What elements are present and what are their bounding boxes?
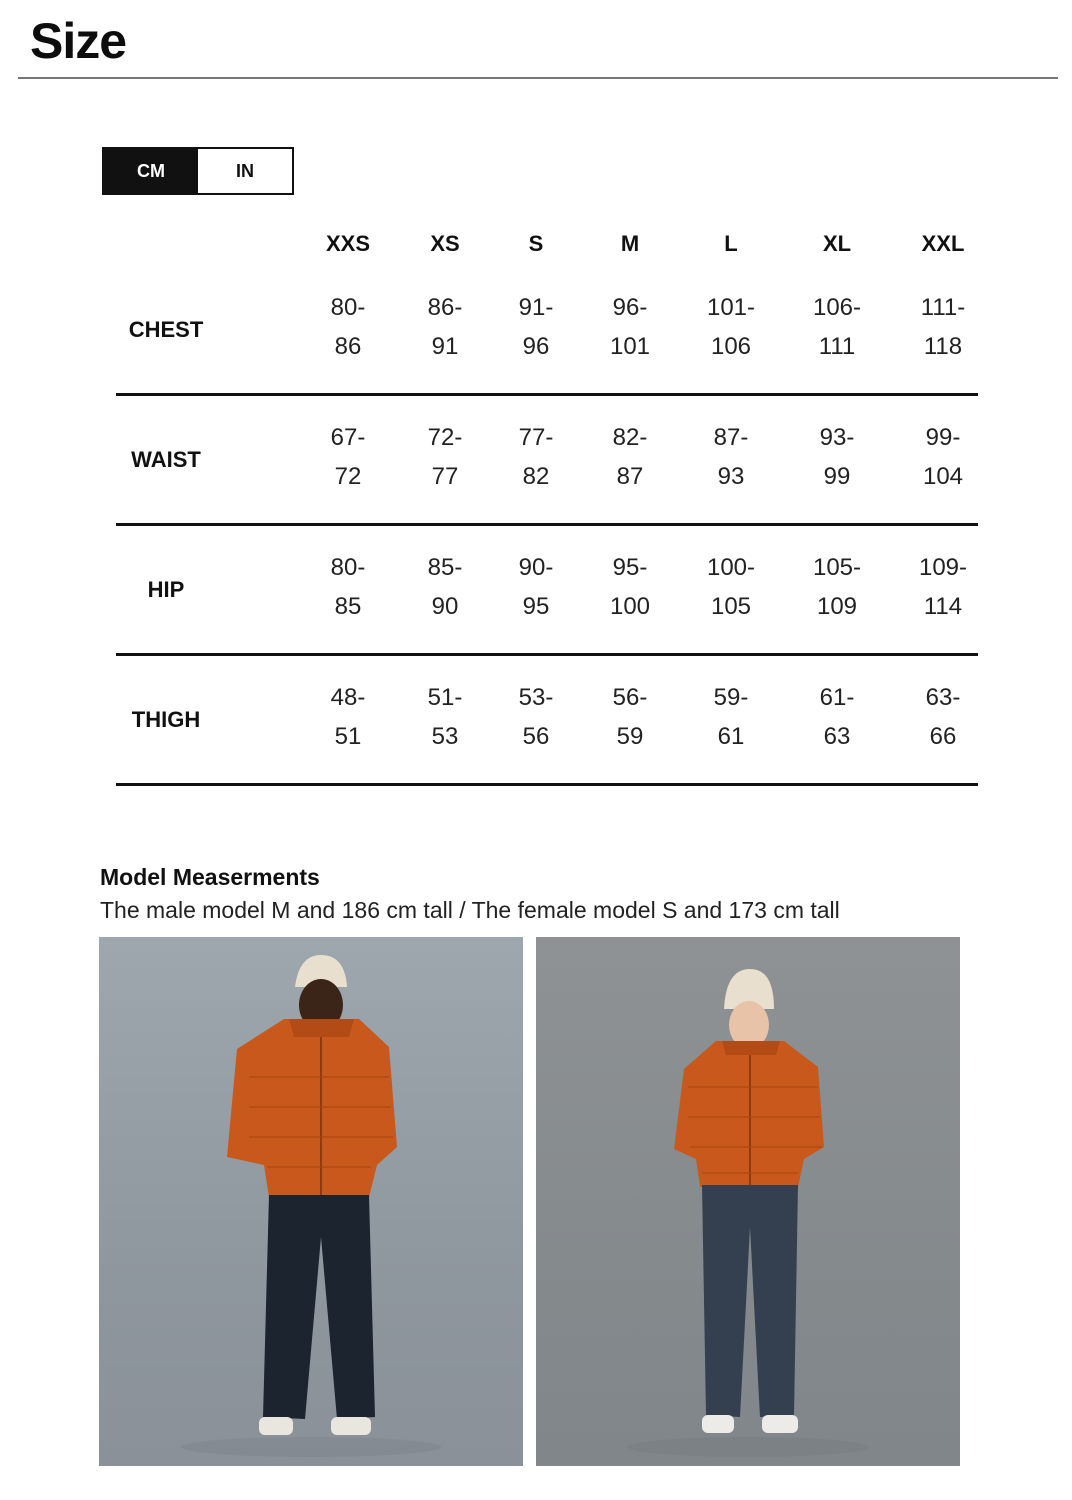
size-cell: [585, 288, 675, 366]
size-cell-max: 77: [431, 463, 459, 490]
size-cell-max: 53: [431, 723, 459, 750]
size-cell-min: 82-: [612, 424, 648, 451]
size-row-thigh: [116, 656, 978, 786]
row-label-waist: WAIST: [131, 446, 201, 472]
size-cell-min: 53-: [518, 684, 554, 711]
size-cell-max: 66: [929, 723, 957, 750]
unit-in-button[interactable]: IN: [198, 149, 292, 193]
size-cell-min: 111-: [920, 294, 966, 321]
size-cell: [898, 678, 988, 756]
size-cell: [400, 548, 490, 626]
size-cell-min: 91-: [518, 294, 554, 321]
size-cell-max: 99: [823, 463, 851, 490]
title-divider: [18, 77, 1058, 79]
size-cell-min: 101-: [706, 294, 756, 321]
size-header-xxl: XXL: [921, 231, 965, 256]
size-cell-max: 95: [522, 593, 550, 620]
female-model-photo: [536, 937, 960, 1466]
size-cell-min: 77-: [518, 424, 554, 451]
size-cell-min: 105-: [812, 554, 862, 581]
model-measurements-title: Model Measerments: [100, 864, 320, 890]
size-header-xxs: XXS: [325, 231, 371, 256]
size-cell-min: 95-: [612, 554, 648, 581]
size-cell: [792, 678, 882, 756]
size-cell: [491, 548, 581, 626]
size-cell-min: 59-: [713, 684, 749, 711]
size-row-waist: [116, 396, 978, 526]
size-cell: [585, 678, 675, 756]
size-cell-max: 100: [609, 593, 651, 620]
unit-cm-button[interactable]: CM: [104, 149, 198, 193]
size-cell-min: 72-: [427, 424, 463, 451]
size-cell-max: 105: [710, 593, 752, 620]
size-cell: [303, 418, 393, 496]
size-cell-min: 85-: [427, 554, 463, 581]
size-cell: [303, 678, 393, 756]
size-cell-min: 51-: [427, 684, 463, 711]
size-cell: [792, 418, 882, 496]
size-header-m: M: [620, 231, 640, 256]
size-cell-max: 90: [431, 593, 459, 620]
size-cell-max: 106: [710, 333, 752, 360]
size-cell-min: 80-: [330, 294, 366, 321]
size-cell-max: 93: [717, 463, 745, 490]
size-row-chest: [116, 266, 978, 396]
size-cell-min: 96-: [612, 294, 648, 321]
size-cell-max: 86: [334, 333, 362, 360]
size-cell-min: 87-: [713, 424, 749, 451]
size-cell: [491, 418, 581, 496]
size-cell-max: 51: [334, 723, 362, 750]
size-row-hip: [116, 526, 978, 656]
size-cell: [400, 418, 490, 496]
row-label-thigh: THIGH: [131, 706, 201, 732]
size-header-s: S: [528, 231, 544, 256]
size-cell: [400, 288, 490, 366]
size-cell-min: 61-: [819, 684, 855, 711]
size-cell: [686, 548, 776, 626]
row-label-chest: CHEST: [128, 316, 204, 342]
row-label-hip: HIP: [147, 576, 185, 602]
size-cell: [686, 288, 776, 366]
size-cell-min: 86-: [427, 294, 463, 321]
size-cell-min: 63-: [925, 684, 961, 711]
size-cell: [898, 418, 988, 496]
size-cell: [686, 418, 776, 496]
size-cell: [686, 678, 776, 756]
size-cell-min: 90-: [518, 554, 554, 581]
size-cell-max: 82: [522, 463, 550, 490]
size-cell: [491, 678, 581, 756]
size-cell: [400, 678, 490, 756]
size-cell-min: 67-: [330, 424, 366, 451]
male-model-photo: [99, 937, 523, 1466]
size-header-row: [116, 222, 978, 266]
size-cell-max: 61: [717, 723, 745, 750]
size-cell-max: 59: [616, 723, 644, 750]
size-cell-max: 118: [923, 333, 963, 360]
size-cell-max: 96: [522, 333, 550, 360]
size-cell: [898, 288, 988, 366]
size-cell-max: 101: [609, 333, 651, 360]
size-cell: [898, 548, 988, 626]
model-measurements-description: The male model M and 186 cm tall / The female model S and 173 cm tall: [100, 897, 840, 923]
size-cell-max: 63: [823, 723, 851, 750]
size-cell-max: 104: [922, 463, 964, 490]
size-cell-min: 106-: [812, 294, 862, 321]
size-cell: [303, 548, 393, 626]
size-cell-min: 100-: [706, 554, 756, 581]
size-cell-max: 91: [431, 333, 459, 360]
size-cell-max: 109: [816, 593, 858, 620]
size-cell: [303, 288, 393, 366]
size-cell-max: 87: [616, 463, 644, 490]
size-cell-max: 111: [818, 333, 856, 360]
size-cell-min: 93-: [819, 424, 855, 451]
size-cell-max: 85: [334, 593, 362, 620]
size-cell-min: 99-: [925, 424, 961, 451]
size-cell-min: 48-: [330, 684, 366, 711]
size-cell-max: 72: [334, 463, 362, 490]
page-title: Size: [30, 13, 127, 69]
size-cell-min: 109-: [918, 554, 968, 581]
size-cell: [792, 288, 882, 366]
size-cell-max: 114: [923, 593, 963, 620]
size-cell: [585, 548, 675, 626]
unit-toggle: [102, 147, 294, 195]
size-chart-table: [116, 222, 978, 786]
size-cell: [792, 548, 882, 626]
size-cell: [491, 288, 581, 366]
size-cell: [585, 418, 675, 496]
size-header-l: L: [724, 231, 738, 256]
size-cell-min: 56-: [612, 684, 648, 711]
size-header-xs: XS: [430, 231, 460, 256]
size-header-xl: XL: [822, 231, 852, 256]
size-cell-min: 80-: [330, 554, 366, 581]
size-cell-max: 56: [522, 723, 550, 750]
